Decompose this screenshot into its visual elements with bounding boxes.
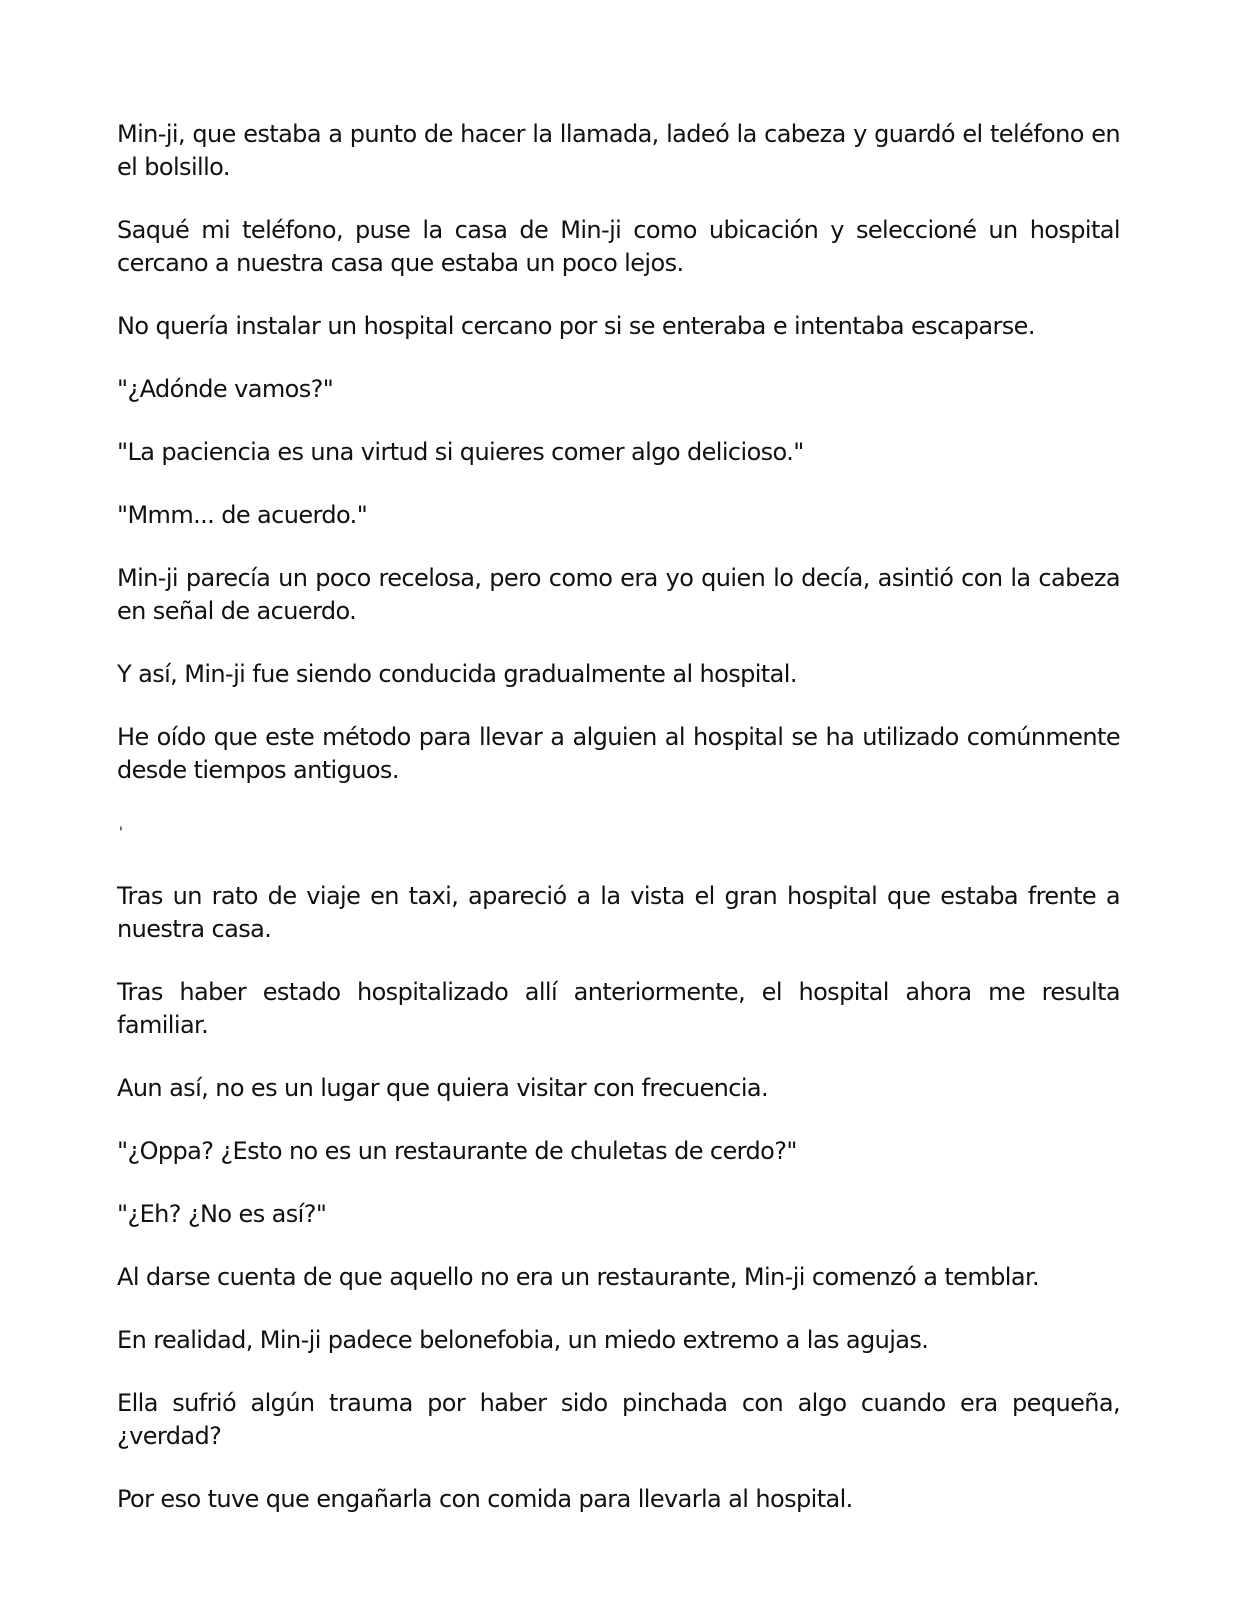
- paragraph-3: No quería instalar un hospital cercano por si se enteraba e intentaba escaparse.: [117, 312, 1035, 340]
- paragraph-4: "¿Adónde vamos?": [117, 375, 334, 403]
- paragraph-12: Aun así, no es un lugar que quiera visitar con frecuencia.: [117, 1074, 769, 1102]
- paragraph-9: He oído que este método para llevar a alguien al hospital se ha utilizado comúnmente desde tiempos antiguos.: [117, 723, 1120, 784]
- paragraph-5: "La paciencia es una virtud si quieres comer algo delicioso.": [117, 438, 804, 466]
- document-body: [117, 118, 1120, 1546]
- paragraph-7: Min-ji parecía un poco recelosa, pero como era yo quien lo decía, asintió con la cabeza en señal de acuerdo.: [117, 564, 1120, 625]
- paragraph-1: Min-ji, que estaba a punto de hacer la llamada, ladeó la cabeza y guardó el teléfono en el bolsillo.: [117, 120, 1120, 181]
- paragraph-8: Y así, Min-ji fue siendo conducida gradualmente al hospital.: [117, 660, 797, 688]
- paragraph-6: "Mmm... de acuerdo.": [117, 501, 368, 529]
- paragraph-14: "¿Eh? ¿No es así?": [117, 1200, 327, 1228]
- paragraph-11: Tras haber estado hospitalizado allí anteriormente, el hospital ahora me resulta familiar.: [117, 978, 1120, 1039]
- paragraph-18: Por eso tuve que engañarla con comida para llevarla al hospital.: [117, 1485, 853, 1513]
- paragraph-13: "¿Oppa? ¿Esto no es un restaurante de chuletas de cerdo?": [117, 1137, 797, 1165]
- paragraph-16: En realidad, Min-ji padece belonefobia, un miedo extremo a las agujas.: [117, 1326, 929, 1354]
- paragraph-2: Saqué mi teléfono, puse la casa de Min-ji como ubicación y seleccioné un hospital cercano a nuestra casa que estaba un poco lejos.: [117, 216, 1120, 277]
- section-break-mark: ': [119, 825, 123, 841]
- paragraph-17: Ella sufrió algún trauma por haber sido pinchada con algo cuando era pequeña, ¿verdad?: [117, 1389, 1120, 1450]
- paragraph-15: Al darse cuenta de que aquello no era un restaurante, Min-ji comenzó a temblar.: [117, 1263, 1040, 1291]
- paragraph-10: Tras un rato de viaje en taxi, apareció a la vista el gran hospital que estaba frente a nuestra casa.: [117, 882, 1120, 943]
